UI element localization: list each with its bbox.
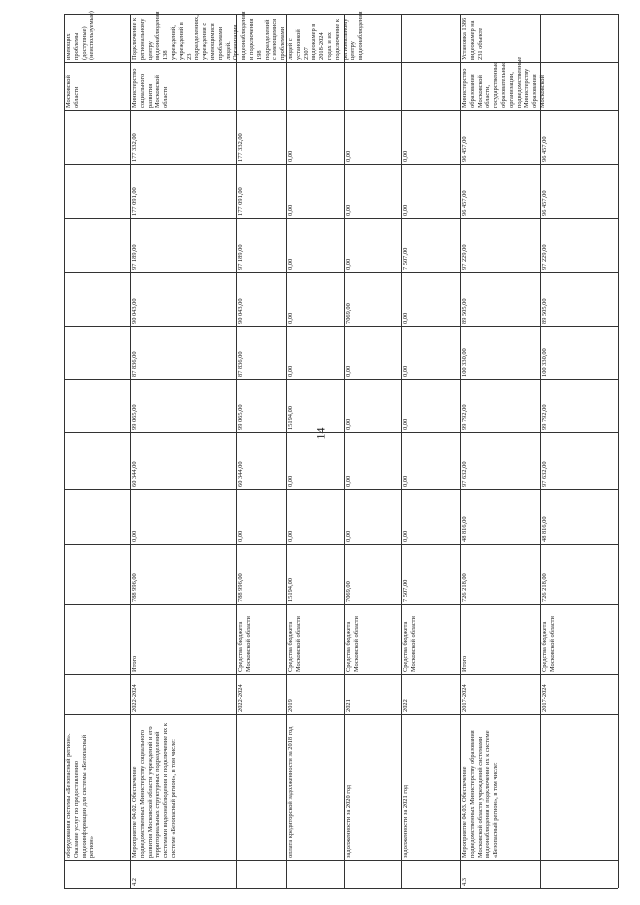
cell-y2018 — [540, 489, 618, 544]
cell-y2022 — [540, 272, 618, 326]
cell-y2018 — [286, 489, 344, 544]
cell-source — [401, 604, 460, 674]
cell-y2023 — [130, 218, 236, 272]
cell-responsible — [64, 62, 130, 110]
cell-text: 0,00 — [345, 418, 352, 430]
cell-text: 2017-2024 — [541, 684, 548, 712]
cell-y2022 — [130, 272, 236, 326]
cell-y2024 — [286, 164, 344, 218]
cell-y2023 — [236, 218, 286, 272]
cell-text: 100 330,00 — [541, 348, 548, 377]
cell-text: 100 330,00 — [461, 348, 468, 377]
cell-text: 0,00 — [345, 475, 352, 487]
cell-text: Министерство социального развития Московской области — [131, 68, 170, 108]
cell-y2022 — [286, 272, 344, 326]
cell-text: 97 229,00 — [461, 244, 468, 270]
cell-text: 99 065,00 — [237, 404, 244, 430]
cell-y2019 — [344, 432, 401, 489]
page-number: 14 — [313, 427, 328, 440]
cell-text: 90 043,00 — [131, 298, 138, 324]
cell-y2022 — [344, 272, 401, 326]
cell-text: 788 996,00 — [237, 573, 244, 602]
cell-name — [401, 714, 460, 860]
cell-text: 7069,00 — [345, 581, 352, 602]
cell-y2018 — [460, 489, 540, 544]
cell-y2024 — [344, 164, 401, 218]
cell-source — [540, 604, 618, 674]
cell-text: 48 816,00 — [541, 516, 548, 542]
cell-text: 96 457,00 — [541, 136, 548, 162]
cell-y2018 — [130, 489, 236, 544]
cell-text: 177 091,00 — [131, 187, 138, 216]
cell-source — [286, 604, 344, 674]
cell-y2025 — [286, 110, 344, 164]
cell-y2019 — [130, 432, 236, 489]
cell-text: 60 344,00 — [131, 461, 138, 487]
cell-text: 60 344,00 — [237, 461, 244, 487]
cell-text: 2019 — [287, 699, 294, 712]
cell-text: 0,00 — [287, 150, 294, 162]
cell-text: 0,00 — [402, 530, 409, 542]
cell-source — [460, 604, 540, 674]
cell-total — [460, 544, 540, 604]
cell-text: 788 996,00 — [131, 573, 138, 602]
cell-source — [130, 604, 236, 674]
row-divider — [618, 14, 619, 888]
cell-y2020 — [540, 379, 618, 432]
cell-text: 2022-2024 — [131, 684, 138, 712]
cell-text: 0,00 — [287, 258, 294, 270]
cell-name — [460, 714, 540, 860]
cell-y2023 — [460, 218, 540, 272]
column-divider — [64, 888, 618, 889]
cell-y2024 — [236, 164, 286, 218]
cell-text: 0,00 — [345, 530, 352, 542]
cell-text: 97 632,00 — [461, 461, 468, 487]
cell-text: 87 836,00 — [237, 351, 244, 377]
cell-text: 0,00 — [402, 150, 409, 162]
cell-text: 0,00 — [345, 204, 352, 216]
cell-year — [460, 674, 540, 714]
cell-y2025 — [460, 110, 540, 164]
cell-name — [130, 714, 236, 860]
cell-text: Средства бюджета Московской области — [541, 616, 556, 672]
cell-y2021 — [401, 326, 460, 379]
cell-text: 0,00 — [402, 204, 409, 216]
cell-text: Московской области — [65, 75, 80, 108]
cell-text: 7 507,00 — [402, 579, 409, 602]
cell-y2019 — [460, 432, 540, 489]
cell-text: Подключение к региональному центру видеонаблюдения 138 учреждений, учреждений в 23 подразделениях, учреждения с имеющимися проблемами людей. Организация видеонаблюдения и подключения 198 подразделений с имеющимися проблемами людей с установкой 2307 видеокамер в 2018-2024 годах и их подключение к региональному центру видеонаблюдения — [131, 11, 365, 60]
cell-y2025 — [540, 110, 618, 164]
cell-text: 7069,00 — [345, 303, 352, 324]
cell-text: 0,00 — [402, 418, 409, 430]
cell-y2022 — [401, 272, 460, 326]
cell-y2025 — [236, 110, 286, 164]
cell-text: оплата кредиторской задолженности за 2018 год — [287, 726, 294, 858]
cell-text: 0,00 — [287, 530, 294, 542]
cell-text: 90 043,00 — [237, 298, 244, 324]
cell-y2021 — [344, 326, 401, 379]
budget-table — [64, 11, 618, 888]
cell-y2021 — [286, 326, 344, 379]
cell-text: 0,00 — [402, 475, 409, 487]
cell-result — [64, 11, 130, 62]
cell-y2023 — [286, 218, 344, 272]
cell-text: 0,00 — [237, 530, 244, 542]
cell-total — [344, 544, 401, 604]
cell-text: Средства бюджета Московской области — [345, 616, 360, 672]
cell-y2023 — [344, 218, 401, 272]
cell-y2019 — [401, 432, 460, 489]
cell-text: 89 505,00 — [541, 298, 548, 324]
cell-text: 4.2 — [131, 878, 138, 886]
cell-text: 2021 — [345, 699, 352, 712]
cell-total — [236, 544, 286, 604]
cell-text: 0,00 — [345, 150, 352, 162]
cell-result — [130, 11, 365, 62]
cell-text: Средства бюджета Московской области — [402, 616, 417, 672]
cell-responsible — [460, 56, 546, 110]
cell-text: 15194,00 — [287, 406, 294, 430]
cell-y2024 — [401, 164, 460, 218]
cell-y2018 — [236, 489, 286, 544]
cell-text: 96 457,00 — [461, 136, 468, 162]
cell-y2024 — [540, 164, 618, 218]
cell-y2021 — [540, 326, 618, 379]
cell-text: 0,00 — [287, 365, 294, 377]
cell-text: 0,00 — [287, 475, 294, 487]
cell-year — [344, 674, 401, 714]
cell-no — [460, 860, 540, 888]
cell-y2019 — [286, 432, 344, 489]
cell-text: 0,00 — [287, 312, 294, 324]
cell-text: 0,00 — [345, 365, 352, 377]
cell-text: 99 065,00 — [131, 404, 138, 430]
cell-text: задолженности за 2020 год — [345, 785, 352, 858]
cell-total — [130, 544, 236, 604]
cell-text: задолженности за 2021 год — [402, 785, 409, 858]
cell-text: 97 229,00 — [541, 244, 548, 270]
cell-y2024 — [460, 164, 540, 218]
cell-text: Средства бюджета Московской области — [237, 616, 252, 672]
cell-name — [344, 714, 401, 860]
cell-y2021 — [130, 326, 236, 379]
cell-year — [401, 674, 460, 714]
cell-source — [344, 604, 401, 674]
cell-text: 89 505,00 — [461, 298, 468, 324]
cell-y2020 — [236, 379, 286, 432]
cell-y2021 — [236, 326, 286, 379]
cell-total — [540, 544, 618, 604]
cell-text: 177 091,00 — [237, 187, 244, 216]
cell-text: 96 457,00 — [461, 190, 468, 216]
cell-year — [130, 674, 236, 714]
cell-y2021 — [460, 326, 540, 379]
cell-text: 0,00 — [287, 204, 294, 216]
cell-y2025 — [401, 110, 460, 164]
cell-y2025 — [344, 110, 401, 164]
cell-text: имеющих проблемы (доступные) (неиспользуемые) — [65, 11, 96, 60]
cell-text: 2017-2024 — [461, 684, 468, 712]
cell-y2023 — [540, 218, 618, 272]
cell-text: 2022 — [402, 699, 409, 712]
cell-text: 7 507,00 — [402, 247, 409, 270]
cell-y2018 — [401, 489, 460, 544]
cell-text: 0,00 — [402, 312, 409, 324]
cell-result — [460, 14, 540, 62]
cell-text: Итого — [131, 655, 138, 672]
cell-text: Мероприятие 04.02. Обеспечение подведомственных Министерству социального развития Московской области учреждений и его территориальных структурных подразделений системами видеонаблюдения и подключение их к системе «Безопасный регион», в том числе: — [131, 723, 177, 858]
cell-text: оборудования системы «Безопасный регион». Оказание услуг по предоставлению видеоинформации для системы «Безопасный регион» — [65, 733, 96, 858]
cell-y2023 — [401, 218, 460, 272]
cell-name — [286, 714, 344, 860]
cell-responsible — [130, 62, 236, 110]
cell-text: 99 792,00 — [461, 404, 468, 430]
cell-year — [540, 674, 618, 714]
cell-text: 87 836,00 — [131, 351, 138, 377]
cell-year — [236, 674, 286, 714]
cell-y2022 — [236, 272, 286, 326]
cell-text: 177 332,00 — [237, 133, 244, 162]
cell-year — [286, 674, 344, 714]
cell-text: 726 218,00 — [541, 573, 548, 602]
cell-y2024 — [130, 164, 236, 218]
cell-y2020 — [460, 379, 540, 432]
cell-text: 97 632,00 — [541, 461, 548, 487]
cell-text: 99 792,00 — [541, 404, 548, 430]
cell-text: 0,00 — [131, 530, 138, 542]
cell-text: 96 457,00 — [541, 190, 548, 216]
cell-y2019 — [540, 432, 618, 489]
cell-text: 726 218,00 — [461, 573, 468, 602]
cell-text: Итого — [461, 655, 468, 672]
cell-y2020 — [344, 379, 401, 432]
cell-text: 0,00 — [345, 258, 352, 270]
cell-text: Средства бюджета Московской области — [287, 616, 302, 672]
cell-y2020 — [401, 379, 460, 432]
cell-text: 97 189,00 — [131, 244, 138, 270]
cell-text: 0,00 — [402, 365, 409, 377]
cell-text: 48 816,00 — [461, 516, 468, 542]
cell-text: Мероприятие 04.03. Обеспечение подведомственных Министерству образования Московской области учреждений системами видеонаблюдения и подключение их к системе «Безопасный регион», в том числе: — [461, 730, 500, 858]
cell-text: Министерство образования Московской области, государственные образовательные организации, подведомственные Министерству образования Московской — [461, 56, 546, 108]
cell-y2022 — [460, 272, 540, 326]
cell-y2020 — [286, 379, 344, 432]
cell-name — [64, 714, 130, 860]
cell-y2020 — [130, 379, 236, 432]
cell-text: 15194,00 — [287, 578, 294, 602]
cell-text: Установка 1386 видеокамер на 231 объекте — [461, 17, 484, 60]
cell-text: 2022-2024 — [237, 684, 244, 712]
cell-text: 177 332,00 — [131, 133, 138, 162]
cell-y2019 — [236, 432, 286, 489]
cell-total — [401, 544, 460, 604]
cell-y2025 — [130, 110, 236, 164]
cell-total — [286, 544, 344, 604]
cell-text: 97 189,00 — [237, 244, 244, 270]
cell-no — [130, 860, 236, 888]
cell-source — [236, 604, 286, 674]
cell-y2018 — [344, 489, 401, 544]
cell-text: 4.3 — [461, 878, 468, 886]
